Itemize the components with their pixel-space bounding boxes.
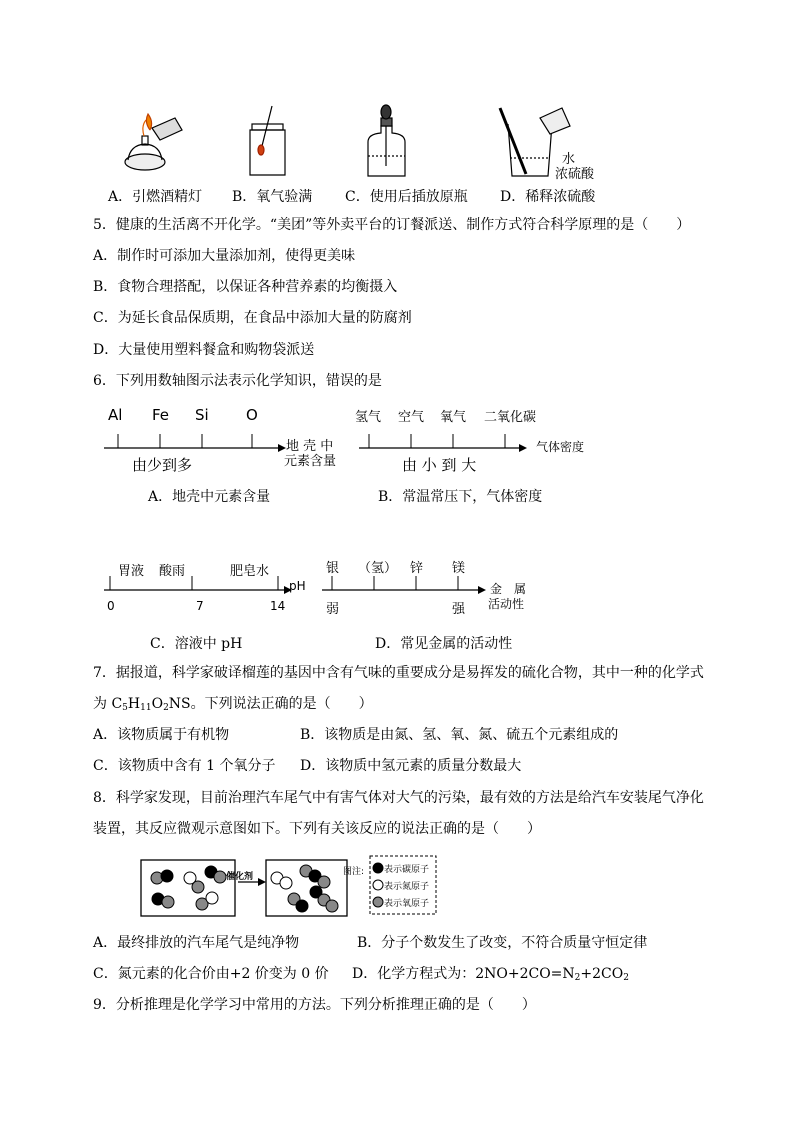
axis-a-label-si: Si — [195, 406, 209, 424]
axis-d-strong: 强 — [452, 602, 466, 617]
q8-catalyst-label: 催化剂 — [226, 872, 254, 882]
axis-d-label-h: （氢） — [358, 561, 398, 576]
q6-caption-b: B．常温常压下，气体密度 — [378, 489, 543, 505]
q6-caption-c: C．溶液中 pH — [150, 636, 243, 652]
axis-a-label-al: Al — [108, 406, 123, 424]
q5-stem: 5．健康的生活离不开化学。“美团”等外卖平台的订餐派送、制作方式符合科学原理的是（ ） — [93, 217, 691, 233]
axis-a-label-fe: Fe — [152, 406, 170, 424]
oxygen-bottle-figure — [250, 106, 285, 175]
axis-b-label-air: 空气 — [398, 410, 425, 425]
axis-c-tick-0: 0 — [107, 599, 115, 613]
q8-legend-title: 图注: — [343, 867, 365, 877]
q6-stem: 6．下列用数轴图示法表示化学知识，错误的是 — [93, 373, 382, 389]
q4-option-d: D．稀释浓硫酸 — [500, 189, 596, 205]
axis-d-label-mg: 镁 — [452, 561, 466, 576]
axis-c-tick-7: 7 — [196, 599, 204, 613]
q8-stem-line2: 装置，其反应微观示意图如下。下列有关该反应的说法正确的是（ ） — [93, 821, 541, 837]
axis-b-label-o2: 氧气 — [440, 410, 467, 425]
q6-axis-d — [318, 560, 493, 600]
alcohol-lamp-figure — [125, 114, 182, 170]
axis-c-tick-14: 14 — [270, 599, 286, 613]
q7-option-a: A．该物质属于有机物 — [93, 727, 230, 743]
axis-b-direction: 由 小 到 大 — [402, 456, 477, 474]
q8-stem-line1: 8．科学家发现，目前治理汽车尾气中有害气体对大气的污染，最有效的方法是给汽车安装尾气净化 — [93, 790, 704, 806]
q7-stem-line1: 7．据报道，科学家破译榴莲的基因中含有气味的重要成分是易挥发的硫化合物，其中一种的化学式 — [93, 665, 704, 681]
axis-d-label-zn: 锌 — [410, 561, 424, 576]
q6-caption-a: A．地壳中元素含量 — [148, 489, 271, 505]
q5-option-b: B．食物合理搭配，以保证各种营养素的均衡摄入 — [93, 279, 398, 295]
label-concentrated-acid: 浓硫酸 — [555, 167, 595, 182]
axis-c-label-gastric: 胃液 — [118, 564, 145, 579]
q5-option-a: A．制作时可添加大量添加剂，使得更美味 — [93, 248, 356, 264]
q9-stem: 9．分析推理是化学学习中常用的方法。下列分析推理正确的是（ ） — [93, 997, 536, 1013]
axis-d-label-ag: 银 — [326, 561, 340, 576]
label-water: 水 — [562, 152, 576, 167]
q8-option-a: A．最终排放的汽车尾气是纯净物 — [93, 935, 300, 951]
legend-oxygen: 表示氧原子 — [384, 899, 430, 909]
q8-option-b: B．分子个数发生了改变，不符合质量守恒定律 — [357, 935, 648, 951]
axis-b-label-h2: 氢气 — [355, 410, 382, 425]
axis-d-end-label-2: 活动性 — [488, 597, 525, 611]
q4-option-c: C．使用后插放原瓶 — [345, 189, 468, 205]
q6-caption-d: D．常见金属的活动性 — [375, 636, 513, 652]
axis-c-end-label: pH — [289, 579, 306, 593]
q7-option-b: B．该物质是由氮、氢、氧、氮、硫五个元素组成的 — [300, 727, 619, 743]
axis-d-weak: 弱 — [326, 602, 340, 617]
q7-stem-line2: 为 $C_5H_{11}O_2NS$。下列说法正确的是（ ） — [93, 696, 373, 713]
axis-a-end-label-2: 元素含量 — [284, 454, 337, 469]
q7-option-d: D．该物质中氢元素的质量分数最大 — [300, 758, 522, 774]
q4-option-a: A．引燃酒精灯 — [108, 189, 203, 205]
axis-c-label-soap: 肥皂水 — [230, 564, 270, 579]
axis-a-label-o: O — [246, 406, 258, 424]
q8-option-d: D．化学方程式为：$2NO+2CO=N_2+2CO_2$ — [352, 966, 629, 983]
q4-lab-figures — [100, 100, 600, 180]
axis-b-label-co2: 二氧化碳 — [484, 410, 537, 425]
q4-option-b: B．氧气验满 — [232, 189, 313, 205]
axis-b-end-label: 气体密度 — [536, 440, 585, 454]
q7-option-c: C．该物质中含有 1 个氧分子 — [93, 758, 276, 774]
dropper-bottle-figure — [368, 105, 405, 176]
legend-nitrogen: 表示氮原子 — [384, 882, 430, 892]
axis-a-direction: 由少到多 — [132, 456, 193, 474]
q8-option-c: C．氮元素的化合价由+2 价变为 0 价 — [93, 966, 329, 982]
axis-a-end-label-1: 地 壳 中 — [286, 439, 334, 454]
legend-carbon: 表示碳原子 — [384, 865, 430, 875]
axis-c-label-acid-rain: 酸雨 — [159, 564, 186, 579]
q5-option-c: C．为延长食品保质期，在食品中添加大量的防腐剂 — [93, 310, 412, 326]
axis-d-end-label-1: 金 属 — [490, 582, 527, 596]
q5-option-d: D．大量使用塑料餐盒和购物袋派送 — [93, 342, 315, 358]
